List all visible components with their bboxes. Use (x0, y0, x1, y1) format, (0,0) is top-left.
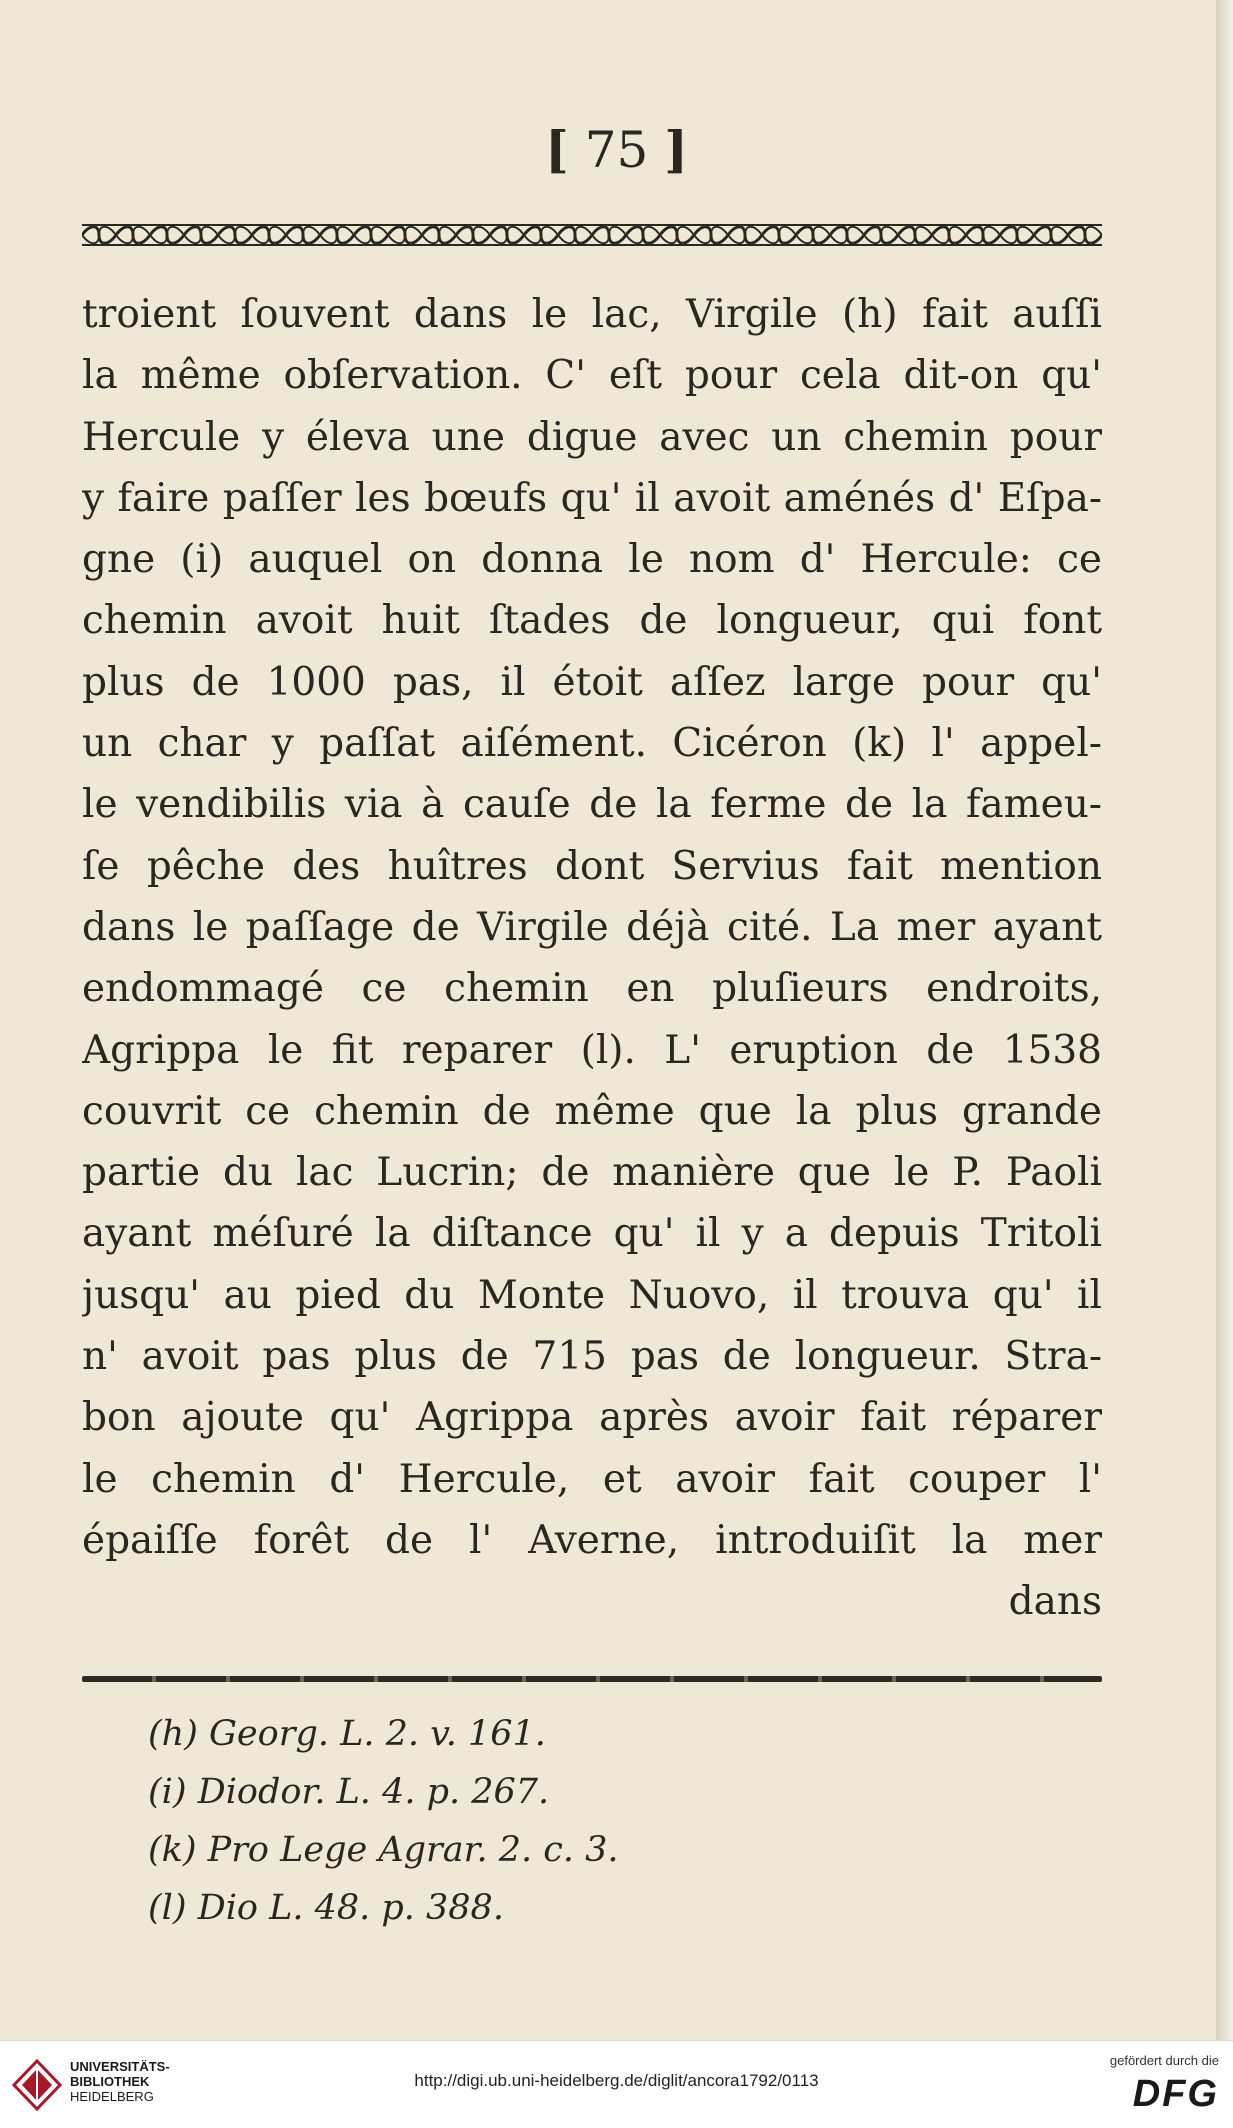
sponsor-label: gefördert durch die (1109, 2053, 1219, 2068)
catchword: dans (1008, 1579, 1102, 1625)
text-line: gne (i) auquel on donna le nom d' Hercule: ce (82, 537, 1102, 583)
text-line: ſe pêche des huîtres dont Servius fait mention (82, 843, 1102, 889)
header-bracket-left: [ (545, 120, 569, 179)
text-line: dans le paſſage de Virgile déjà cité. La mer ayant (82, 904, 1102, 950)
text-line: endommagé ce chemin en pluſieurs endroits, (82, 966, 1102, 1012)
page-number: 75 (584, 121, 649, 179)
footnote-l: (l) Dio L. 48. p. 388. (148, 1888, 504, 1928)
text-line: Hercule y éleva une digue avec un chemin pour (82, 414, 1102, 460)
dfg-logo: DFG (1132, 2073, 1219, 2115)
text-line: Agrippa le fit reparer (l). L' eruption de 1538 (82, 1027, 1102, 1073)
text-line: y faire paſſer les bœufs qu' il avoit aménés d' Eſpa- (82, 475, 1102, 521)
text-line: un char y paſſat aiſément. Cicéron (k) l' appel- (82, 721, 1102, 767)
text-line: troient ſouvent dans le lac, Virgile (h) fait auſſi (82, 292, 1102, 337)
library-line: BIBLIOTHEK (70, 2074, 150, 2089)
text-line: n' avoit pas plus de 715 pas de longueur. Stra- (82, 1334, 1102, 1380)
text-line: plus de 1000 pas, il étoit aſſez large pour qu' (82, 659, 1102, 705)
page-edge (1216, 0, 1233, 2040)
footnote-rule (82, 1676, 1102, 1682)
text-line: épaiſſe forêt de l' Averne, introduiſit la mer (82, 1517, 1102, 1563)
body-text (82, 284, 1102, 1633)
footnote-i: (i) Diodor. L. 4. p. 267. (148, 1772, 550, 1812)
viewer-footer (0, 2040, 1233, 2128)
footnote-h: (h) Georg. L. 2. v. 161. (148, 1714, 546, 1754)
footnote-k: (k) Pro Lege Agrar. 2. c. 3. (148, 1830, 619, 1870)
text-line: le chemin d' Hercule, et avoir fait couper l' (82, 1456, 1102, 1502)
text-line: le vendibilis via à cauſe de la ferme de la fameu- (82, 782, 1102, 828)
text-line: bon ajoute qu' Agrippa après avoir fait réparer (82, 1395, 1102, 1441)
text-line: jusqu' au pied du Monte Nuovo, il trouva qu' il (82, 1272, 1102, 1318)
ornamental-rule (82, 222, 1102, 248)
text-line: partie du lac Lucrin; de manière que le P. Paoli (82, 1150, 1102, 1196)
library-line: HEIDELBERG (70, 2089, 154, 2104)
text-line: la même obſervation. C' eſt pour cela dit-on qu' (82, 353, 1102, 399)
footnotes (148, 1705, 1048, 1937)
permalink-url[interactable]: http://digi.ub.uni-heidelberg.de/diglit/ancora1792/0113 (414, 2071, 819, 2090)
page-header (0, 120, 1233, 179)
text-line: ayant méſuré la diſtance qu' il y a depuis Tritoli (82, 1211, 1102, 1257)
text-line: couvrit ce chemin de même que la plus grande (82, 1088, 1102, 1134)
library-line: UNIVERSITÄTS- (70, 2059, 170, 2074)
text-line: chemin avoit huit ſtades de longueur, qui font (82, 598, 1102, 644)
header-bracket-right: ] (664, 120, 688, 179)
